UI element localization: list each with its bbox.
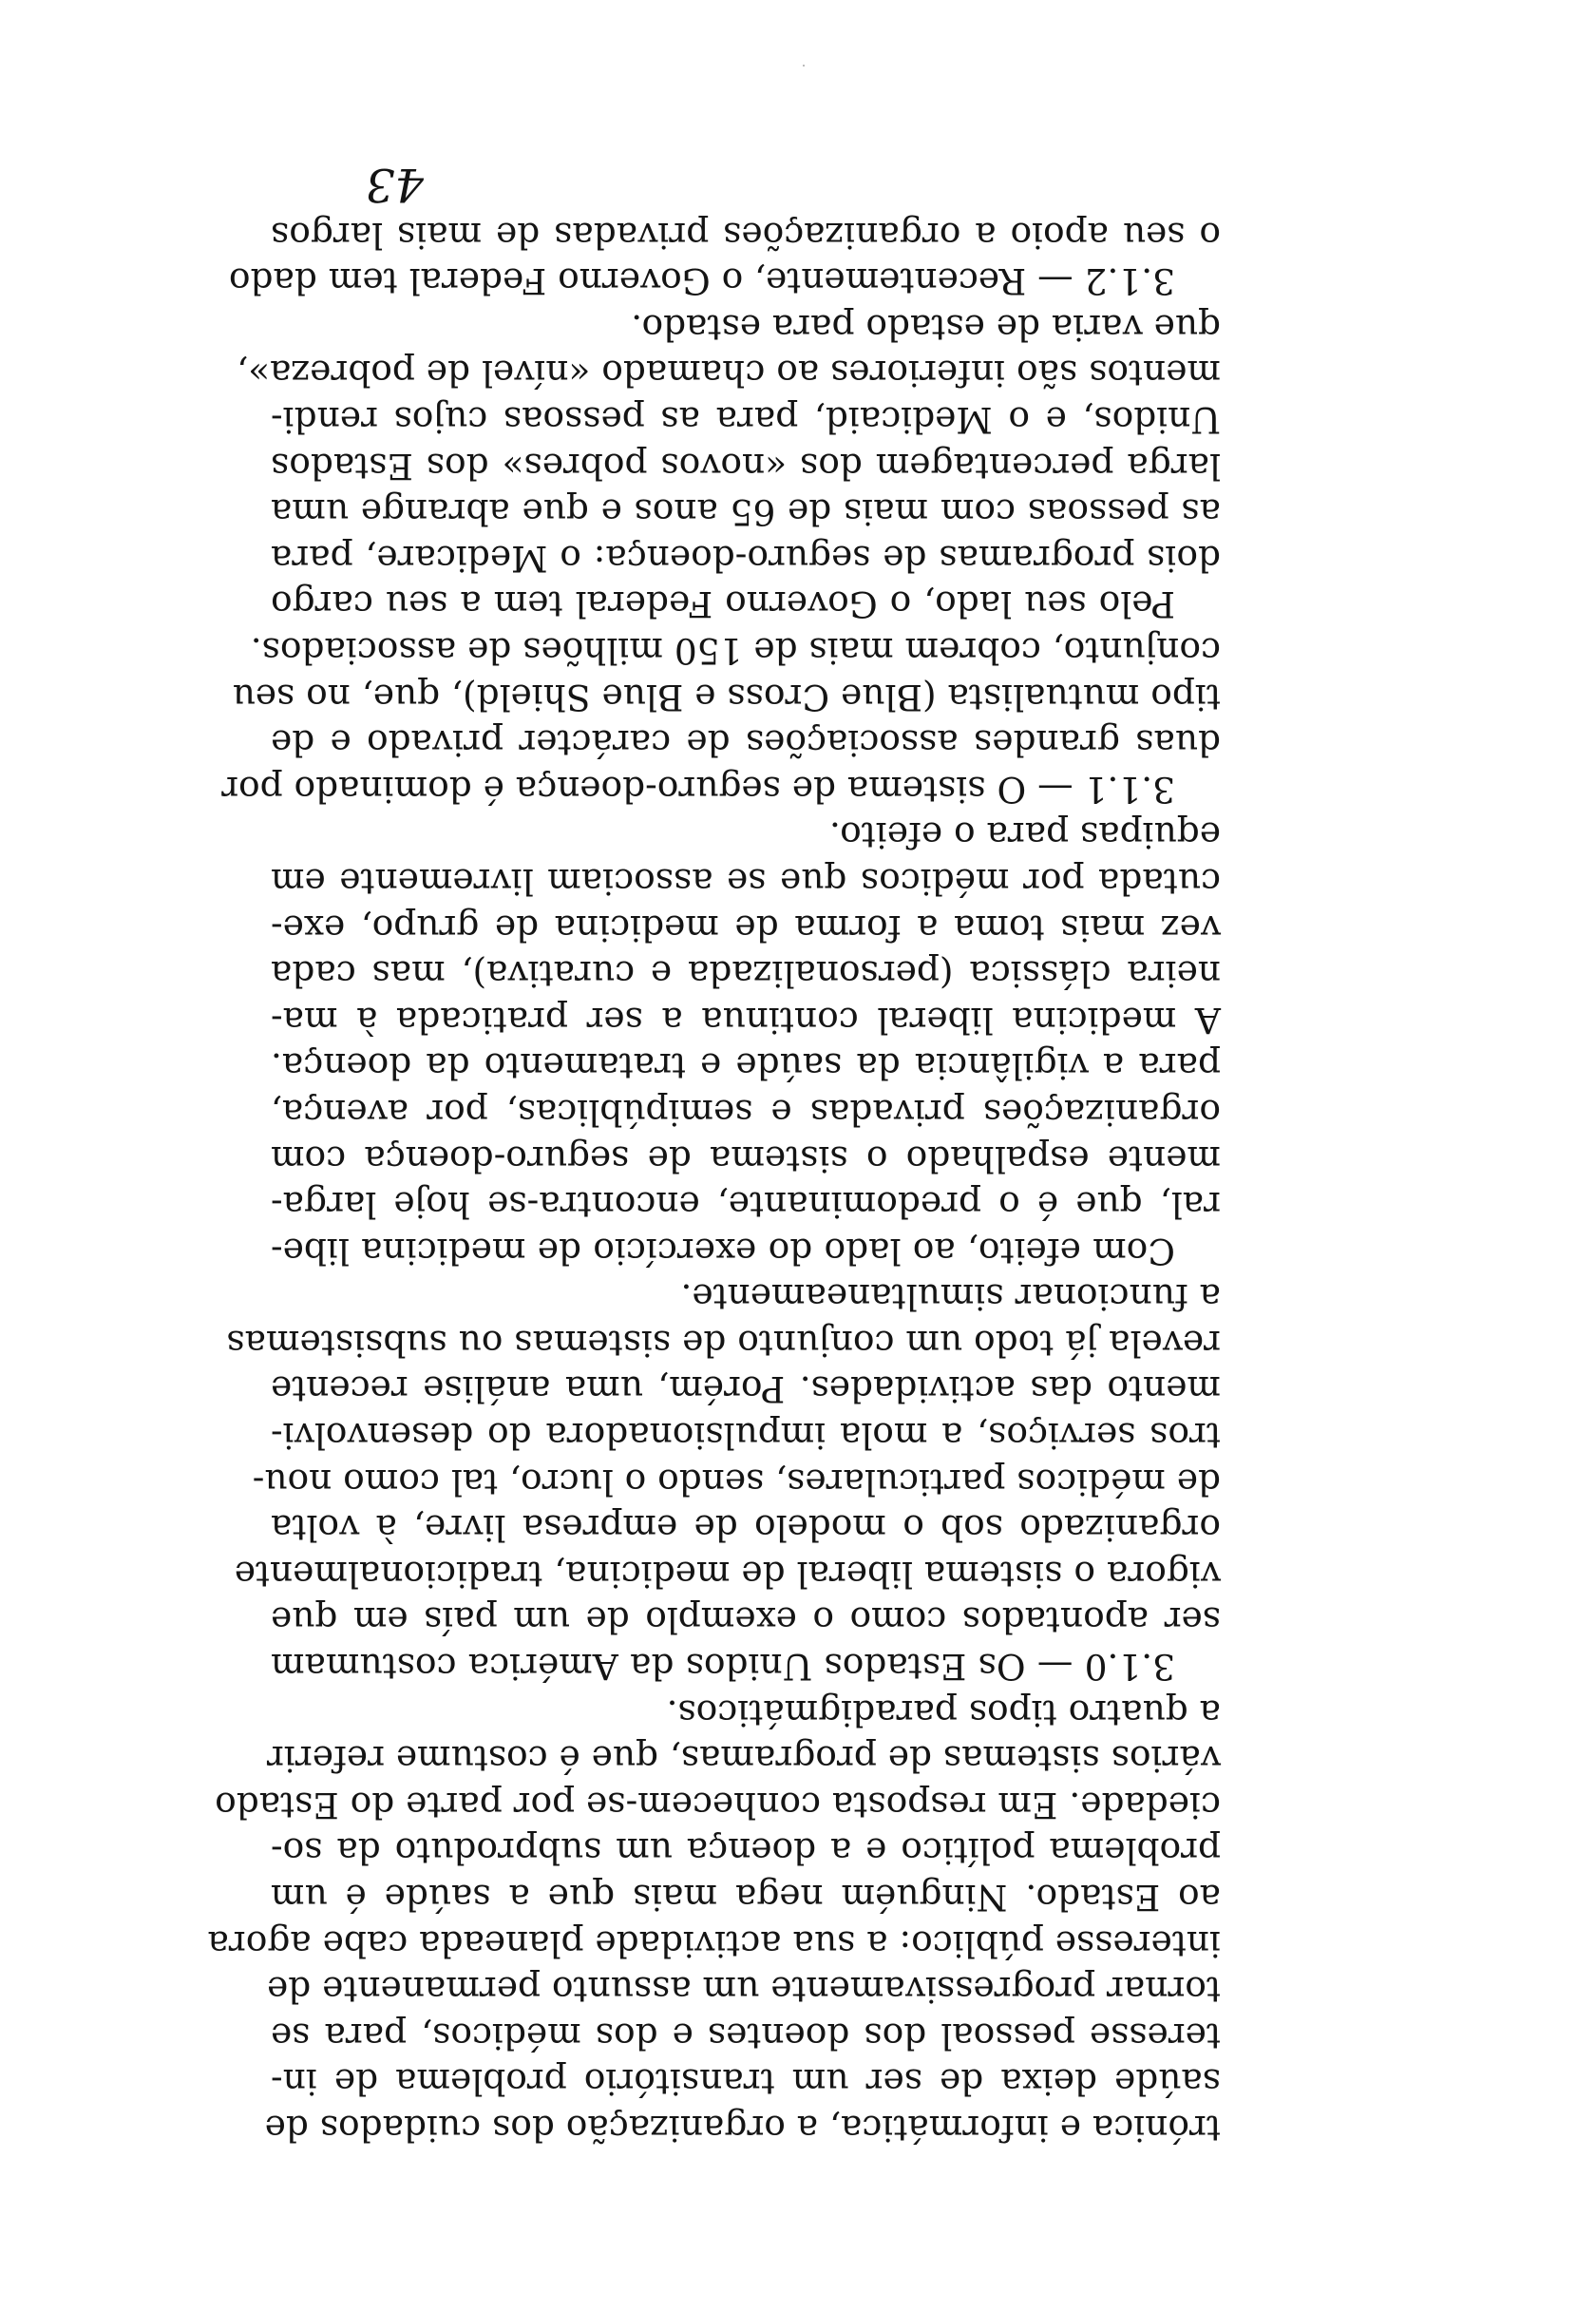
text-line: as pessoas com mais de 65 anos e que abrange uma [271, 491, 1221, 534]
text-line: que varia de estado para estado. [631, 306, 1221, 349]
page-number: 43 [365, 158, 424, 211]
text-line: tipo mutualista (Blue Cross e Blue Shield), que, no seu [232, 676, 1221, 718]
text-line: vários sistemas de programas, que é costume referir [266, 1738, 1221, 1781]
text-line: mentos são inferiores ao chamado «nível de pobreza», [237, 353, 1221, 395]
text-line: vigora o sistema liberal de medicina, tradicionalmente [234, 1553, 1221, 1595]
text-line: organizado sob o modelo de empresa livre, à volta [271, 1507, 1221, 1550]
text-line: dois programas de seguro-doença: o Medicare, para [271, 537, 1221, 580]
text-line: revela já todo um conjunto de sistemas ou subsistemas [226, 1322, 1221, 1365]
text-line: saúde deixa de ser um transitório problema de in- [271, 2061, 1221, 2104]
text-line: ao Estado. Ninguém nega mais que a saúde é um [271, 1877, 1221, 1919]
text-line: a quatro tipos paradigmáticos. [666, 1691, 1221, 1734]
text-line: ral, que é o predominante, encontra-se hoje larga- [271, 1184, 1221, 1227]
text-line: mento das actividades. Porém, uma análise recente [271, 1368, 1221, 1411]
text-line: A medicina liberal continua a ser praticada à ma- [271, 999, 1221, 1041]
text-line: duas grandes associações de carácter privado e de [271, 722, 1221, 765]
text-line: para a vigilância da saúde e tratamento da doença. [271, 1045, 1221, 1088]
text-line: 3.1.1 — O sistema de seguro-doença é dominado por [221, 768, 1175, 811]
text-line: tornar progressivamente um assunto permanente de [267, 1969, 1221, 2012]
text-line: problema político e a doença um subproduto da so- [271, 1830, 1221, 1873]
text-line: Pelo seu lado, o Governo Federal tem a seu cargo [271, 583, 1175, 626]
text-line: o seu apoio a organizações privadas de mais largos [271, 214, 1221, 257]
scan-speck [803, 65, 805, 67]
text-line: organizações privadas e semipúblicas, por avença, [271, 1091, 1221, 1134]
text-line: Unidos, e o Medicaid, para as pessoas cujos rendi- [271, 399, 1221, 442]
text-line: cutada por médicos que se associam livremente em [271, 860, 1221, 903]
text-line: equipas para o efeito. [828, 814, 1221, 857]
text-line: conjunto, cobrem mais de 150 milhões de associados. [250, 630, 1221, 672]
body-text [207, 212, 1221, 2151]
text-line: de médicos particulares, sendo o lucro, tal como nou- [252, 1461, 1221, 1503]
text-line: interesse público: a sua actividade planeada cabe agora [207, 1922, 1221, 1965]
text-line: 3.1.0 — Os Estados Unidos da América costumam [271, 1646, 1175, 1689]
text-line: Com efeito, ao lado do exercício de medicina libe- [271, 1230, 1175, 1272]
text-line: 3.1.2 — Recentemente, o Governo Federal tem dado [228, 260, 1175, 303]
text-line: ciedade. Em resposta conhecem-se por parte do Estado [215, 1784, 1221, 1826]
text-line: teresse pessoal dos doentes e dos médicos, para se [271, 2015, 1221, 2057]
text-line: ser apontados como o exemplo de um país em que [271, 1599, 1221, 1642]
text-line: a funcionar simultaneamente. [680, 1276, 1221, 1319]
text-line: neira clássica (personalizada e curativa), mas cada [271, 953, 1221, 996]
text-line: trónica e informática, a organização dos cuidados de [264, 2108, 1221, 2149]
text-line: mente espalhado o sistema de seguro-doença com [271, 1137, 1221, 1180]
text-line: tros serviços, a mola impulsionadora do desenvolvi- [271, 1415, 1221, 1458]
text-line: vez mais toma a forma de medicina de grupo, exe- [271, 907, 1221, 949]
text-line: larga percentagem dos «novos pobres» dos Estados [271, 445, 1221, 487]
